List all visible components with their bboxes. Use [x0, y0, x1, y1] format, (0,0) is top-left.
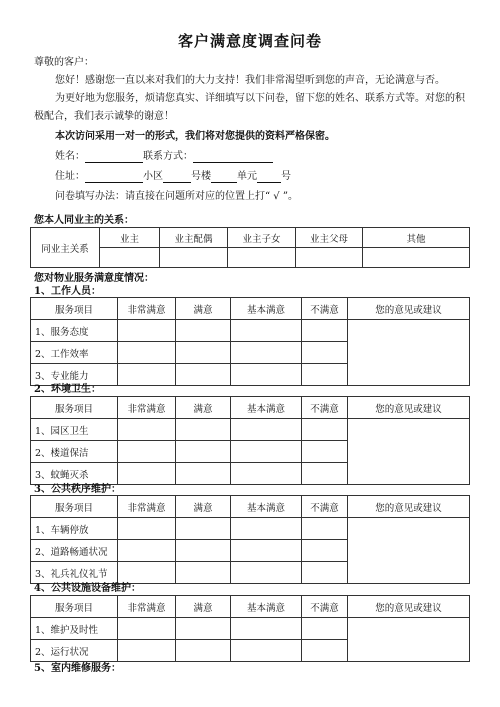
relation-option: 业主: [100, 228, 160, 248]
rating-cell[interactable]: [302, 562, 348, 584]
relation-option: 业主子女: [228, 228, 296, 248]
address-field[interactable]: [85, 171, 143, 183]
building-field[interactable]: [163, 171, 191, 183]
rating-cell[interactable]: [118, 618, 176, 640]
contact-field[interactable]: [193, 151, 273, 163]
rating-cell[interactable]: [231, 342, 302, 364]
service-item: 1、园区卫生: [31, 419, 118, 441]
rating-cell[interactable]: [118, 518, 176, 540]
rating-cell[interactable]: [231, 419, 302, 441]
column-header: 不满意: [302, 298, 348, 320]
service-item: 3、礼兵礼仪礼节: [31, 562, 118, 584]
service-item: 2、道路畅通状况: [31, 540, 118, 562]
rating-cell[interactable]: [231, 618, 302, 640]
rating-cell[interactable]: [118, 640, 176, 662]
intro-paragraph-2b: 极配合，我们表示诚挚的谢意！: [34, 111, 174, 122]
rating-cell[interactable]: [302, 320, 348, 342]
rating-cell[interactable]: [118, 441, 176, 463]
address-line: [55, 170, 291, 183]
intro-paragraph-2a: 为更好地为您服务，烦请您真实、详细填写以下问卷，留下您的姓名、联系方式等。对您的积: [55, 93, 465, 104]
service-item: 1、服务态度: [31, 320, 118, 342]
rating-cell[interactable]: [302, 419, 348, 441]
intro-paragraph-1: 您好！感谢您一直以来对我们的大力支持！我们非常渴望听到您的声音，无论满意与否。: [55, 75, 445, 86]
column-header: 您的意见或建议: [348, 496, 470, 518]
rating-cell[interactable]: [118, 364, 176, 386]
rating-cell[interactable]: [176, 640, 231, 662]
suggestion-cell[interactable]: [348, 618, 470, 662]
rating-cell[interactable]: [176, 419, 231, 441]
relation-option: 其他: [363, 228, 470, 248]
rating-cell[interactable]: [118, 419, 176, 441]
rating-cell[interactable]: [176, 320, 231, 342]
rating-cell[interactable]: [302, 540, 348, 562]
column-header: 满意: [176, 298, 231, 320]
room-label: 号: [281, 171, 291, 182]
service-item: 2、楼道保洁: [31, 441, 118, 463]
section-heading: 5、室内维修服务：: [34, 663, 121, 674]
rating-cell[interactable]: [176, 618, 231, 640]
suggestion-cell[interactable]: [348, 518, 470, 584]
service-item: 2、运行状况: [31, 640, 118, 662]
rating-cell[interactable]: [231, 320, 302, 342]
section-table-sanitation: [30, 396, 470, 485]
building-label: 号楼: [191, 171, 211, 182]
rating-cell[interactable]: [302, 364, 348, 386]
page-title: 客户满意度调查问卷: [177, 32, 322, 50]
rating-cell[interactable]: [176, 518, 231, 540]
rating-cell[interactable]: [176, 441, 231, 463]
rating-cell[interactable]: [118, 540, 176, 562]
rating-cell[interactable]: [231, 364, 302, 386]
relation-cell[interactable]: [160, 248, 228, 268]
rating-cell[interactable]: [302, 518, 348, 540]
column-header: 基本满意: [231, 496, 302, 518]
section-heading: 4、公共设施设备维护：: [34, 583, 141, 594]
relation-heading: 您本人同业主的关系：: [34, 215, 134, 226]
rating-cell[interactable]: [176, 540, 231, 562]
service-item: 1、维护及时性: [31, 618, 118, 640]
rating-cell[interactable]: [176, 342, 231, 364]
column-header: 服务项目: [31, 496, 118, 518]
relation-option: 业主配偶: [160, 228, 228, 248]
section-table-order: [30, 495, 470, 584]
column-header: 服务项目: [31, 596, 118, 618]
column-header: 满意: [176, 397, 231, 419]
relation-table: [30, 227, 470, 268]
section-table-facilities: [30, 595, 470, 662]
suggestion-cell[interactable]: [348, 320, 470, 386]
confidentiality-note: 本次访问采用一对一的形式，我们将对您提供的资料严格保密。: [55, 131, 335, 142]
rating-cell[interactable]: [231, 562, 302, 584]
column-header: 不满意: [302, 496, 348, 518]
column-header: 您的意见或建议: [348, 397, 470, 419]
section-heading: 3、公共秩序维护：: [34, 484, 121, 495]
greeting: 尊敬的客户：: [34, 57, 94, 68]
relation-cell[interactable]: [228, 248, 296, 268]
room-field[interactable]: [257, 171, 281, 183]
satisfaction-heading: 您对物业服务满意度情况：: [34, 273, 154, 284]
rating-cell[interactable]: [118, 342, 176, 364]
suggestion-cell[interactable]: [348, 419, 470, 485]
column-header: 您的意见或建议: [348, 298, 470, 320]
rating-cell[interactable]: [231, 540, 302, 562]
column-header: 不满意: [302, 397, 348, 419]
rating-cell[interactable]: [231, 441, 302, 463]
contact-label: 联系方式：: [143, 151, 193, 162]
rating-cell[interactable]: [302, 342, 348, 364]
section-heading: 1、工作人员：: [34, 286, 101, 297]
relation-cell[interactable]: [100, 248, 160, 268]
column-header: 服务项目: [31, 298, 118, 320]
rating-cell[interactable]: [302, 463, 348, 485]
column-header: 您的意见或建议: [348, 596, 470, 618]
rating-cell[interactable]: [231, 518, 302, 540]
rating-cell[interactable]: [231, 640, 302, 662]
rating-cell[interactable]: [176, 562, 231, 584]
service-item: 3、蚊蝇灭杀: [31, 463, 118, 485]
rating-cell[interactable]: [302, 618, 348, 640]
rating-cell[interactable]: [176, 364, 231, 386]
column-header: 非常满意: [118, 596, 176, 618]
rating-cell[interactable]: [302, 640, 348, 662]
rating-cell[interactable]: [118, 320, 176, 342]
section-heading: 2、环境卫生：: [34, 384, 101, 395]
relation-row-label: 同业主关系: [31, 228, 100, 268]
name-label: 姓名：: [55, 151, 85, 162]
column-header: 不满意: [302, 596, 348, 618]
rating-cell[interactable]: [118, 463, 176, 485]
column-header: 满意: [176, 596, 231, 618]
service-item: 3、专业能力: [31, 364, 118, 386]
section-table-staff: [30, 297, 470, 386]
instructions: 问卷填写办法：请直接在问题所对应的位置上打“ √ ”。: [55, 191, 298, 202]
service-item: 2、工作效率: [31, 342, 118, 364]
rating-cell[interactable]: [176, 463, 231, 485]
column-header: 服务项目: [31, 397, 118, 419]
column-header: 非常满意: [118, 496, 176, 518]
column-header: 基本满意: [231, 298, 302, 320]
name-field[interactable]: [85, 151, 143, 163]
relation-cell[interactable]: [363, 248, 470, 268]
column-header: 基本满意: [231, 397, 302, 419]
relation-option: 业主父母: [296, 228, 363, 248]
column-header: 基本满意: [231, 596, 302, 618]
relation-cell[interactable]: [296, 248, 363, 268]
rating-cell[interactable]: [231, 463, 302, 485]
unit-field[interactable]: [211, 171, 237, 183]
name-contact-line: [55, 150, 273, 163]
column-header: 满意: [176, 496, 231, 518]
community-label: 小区: [143, 171, 163, 182]
column-header: 非常满意: [118, 397, 176, 419]
address-label: 住址：: [55, 171, 85, 182]
rating-cell[interactable]: [302, 441, 348, 463]
service-item: 1、车辆停放: [31, 518, 118, 540]
unit-label: 单元: [237, 171, 257, 182]
column-header: 非常满意: [118, 298, 176, 320]
